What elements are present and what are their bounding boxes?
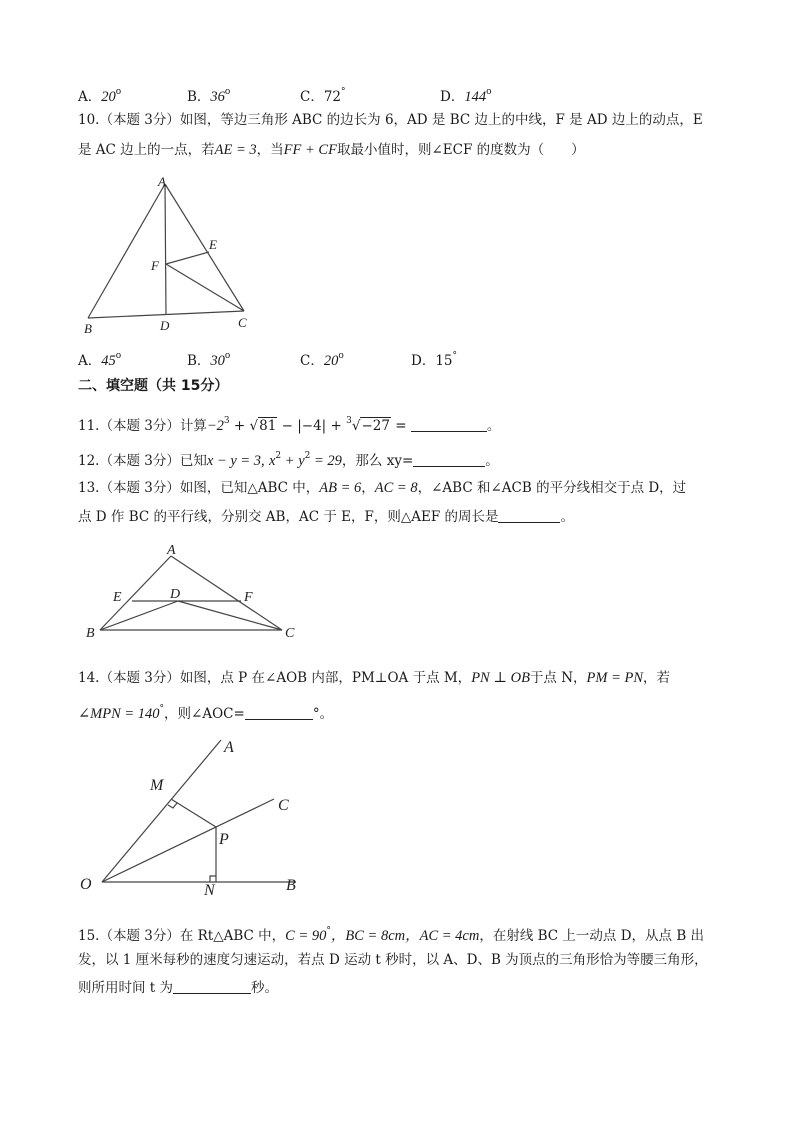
option-value: 15 [435,353,453,369]
option-letter: C． [300,89,324,105]
label-b: B [286,877,296,894]
q14-figure [76,732,316,897]
math-expr: PN ⊥ OB [471,670,530,686]
text: 14.（本题 3分）如图，点 P 在∠AOB 内部，PM⊥OA 于点 M， [78,670,472,686]
text: 。 [485,453,499,469]
text: ，则∠AOC= [164,706,245,722]
segment-ac [165,184,244,311]
text: ， [361,480,375,496]
label-o: O [80,876,92,893]
root-index: 3 [346,416,352,426]
exponent: 2 [304,451,311,461]
q10-line1: 10.（本题 3分）如图，等边三角形 ABC 的边长为 6，AD 是 BC 边上的中线，F 是 AD 边上的动点，E [78,112,703,128]
segment-fe [166,252,209,264]
option-letter: A． [78,89,102,105]
text: ，∠ABC 和∠ACB 的平分线相交于点 D，过 [417,480,687,496]
segment-ad [165,184,166,315]
option-letter: B． [187,89,211,105]
degree-mark: ° [159,704,165,714]
label-p: P [219,831,229,848]
q15-line2: 发，以 1 厘米每秒的速度匀速运动，若点 D 运动 t 秒时，以 A、D、B 为顶点的三角形恰为等腰三角形， [78,952,708,968]
segment-ab [100,556,171,630]
degree-mark: ° [341,87,346,97]
text: 。 [560,509,574,525]
math-expr: = 29 [310,453,342,469]
degree-mark: o [115,351,122,361]
answer-blank[interactable] [413,452,485,467]
segment-ab [88,184,165,318]
segment-bd [100,601,178,630]
q10-figure [80,172,260,337]
math-expr: ∠MPN = 140 [78,706,160,722]
label-a: A [158,174,166,189]
segment-ac [171,556,282,630]
math-expr: −2 [206,418,224,434]
text: 是 AC 边上的一点，若 [78,142,215,158]
q9-option-d [440,82,492,107]
q9-option-b [187,82,230,107]
text: ，当 [256,142,284,158]
section-heading: 二、填空题（共 15分） [78,378,229,394]
label-c: C [278,797,289,814]
text: = [390,418,411,434]
ray-oc [102,799,274,882]
text: 于点 N， [529,670,587,686]
answer-blank[interactable] [411,417,487,432]
math-expr: ，BC = 8cm，AC = 4cm [330,928,480,944]
label-f: F [244,590,253,605]
q15-line3 [78,978,278,998]
option-letter: A． [78,353,102,369]
math-expr: PM = PN [586,670,644,686]
segment-fc [166,264,244,311]
q12-line [78,446,499,471]
q14-line1 [78,668,670,688]
option-value: 144 [464,89,487,105]
degree-mark: ° [326,926,331,936]
text: 取最小值时，则∠ECF 的度数为（ ） [336,142,585,158]
q14-line2 [78,699,333,724]
text: ，那么 xy= [341,453,414,469]
label-d: D [170,587,181,602]
segment-pm [171,799,216,827]
option-value: 20 [323,353,339,369]
q9-option-a [78,82,121,107]
label-e: E [113,590,122,605]
label-c: C [238,315,247,330]
q15-line1 [78,921,704,946]
text: °。 [312,706,334,722]
math-expr: FF + CF [283,142,337,158]
exponent: 2 [275,451,282,461]
math-expr: AC = 8 [374,480,418,496]
math-expr: x − y = 3, [206,453,265,469]
answer-blank[interactable] [245,705,313,720]
text: − |−4| + [277,418,347,434]
label-a: A [167,543,176,558]
option-letter: B． [187,353,211,369]
q10-option-c [300,346,344,371]
degree-mark: o [224,351,231,361]
text: ，在射线 BC 上一动点 D，从点 B 出 [479,928,705,944]
radicand: −27 [361,418,390,434]
text: 12.（本题 3分）已知 [78,453,207,469]
text: 秒。 [251,980,279,996]
q9-option-c [300,82,346,107]
text: 点 D 作 BC 的平行线，分别交 AB，AC 于 E，F，则△AEF 的周长是 [78,509,499,525]
q10-line2 [78,140,585,160]
degree-mark: o [224,87,231,97]
text: 15.（本题 3分）在 Rt△ABC 中， [78,928,286,944]
option-value: 45 [101,353,116,369]
q13-line2 [78,507,574,527]
math-expr: AE = 3 [214,142,257,158]
label-e: E [209,237,217,252]
label-f: F [151,258,159,273]
q10-option-d [411,346,457,371]
text: 。 [486,418,501,434]
answer-blank[interactable] [498,508,560,523]
label-n: N [204,882,215,897]
option-value: 36 [210,89,225,105]
exponent: 3 [223,416,230,426]
degree-mark: o [486,87,492,97]
label-a: A [224,739,234,756]
option-letter: D． [411,353,436,369]
degree-mark: o [338,351,344,361]
label-b: B [86,626,95,641]
q10-option-b [187,346,230,371]
option-value: 72 [323,89,342,105]
text: 则所用时间 t 为 [78,980,174,996]
text: 13.（本题 3分）如图，已知△ABC 中， [78,480,320,496]
math-expr: C = 90 [285,928,327,944]
math-expr: x [268,453,276,469]
math-expr: + y [281,453,305,469]
option-value: 20 [101,89,116,105]
label-d: D [160,318,170,333]
answer-blank[interactable] [173,979,251,994]
text: ，若 [643,670,671,686]
label-b: B [84,321,92,336]
degree-mark: o [115,87,122,97]
label-c: C [285,626,295,641]
q13-figure [82,538,312,643]
q13-line1 [78,478,686,498]
option-letter: C． [300,353,324,369]
q11-line: 11.（本题 3分）计算$-2^3 + √81 - |-4| + ^3√-27$ = 。 [78,416,501,434]
option-letter: D． [440,89,465,105]
option-value: 30 [210,353,225,369]
radicand: 81 [259,418,277,434]
segment-dc [178,601,282,630]
right-angle-mark-m [168,803,177,808]
degree-mark: ° [452,351,458,361]
q10-option-a [78,346,121,371]
text: 11.（本题 3分）计算 [78,418,207,434]
math-expr: AB = 6 [319,480,362,496]
label-m: M [150,777,164,794]
text: + [229,418,250,434]
ray-oa [102,740,221,882]
